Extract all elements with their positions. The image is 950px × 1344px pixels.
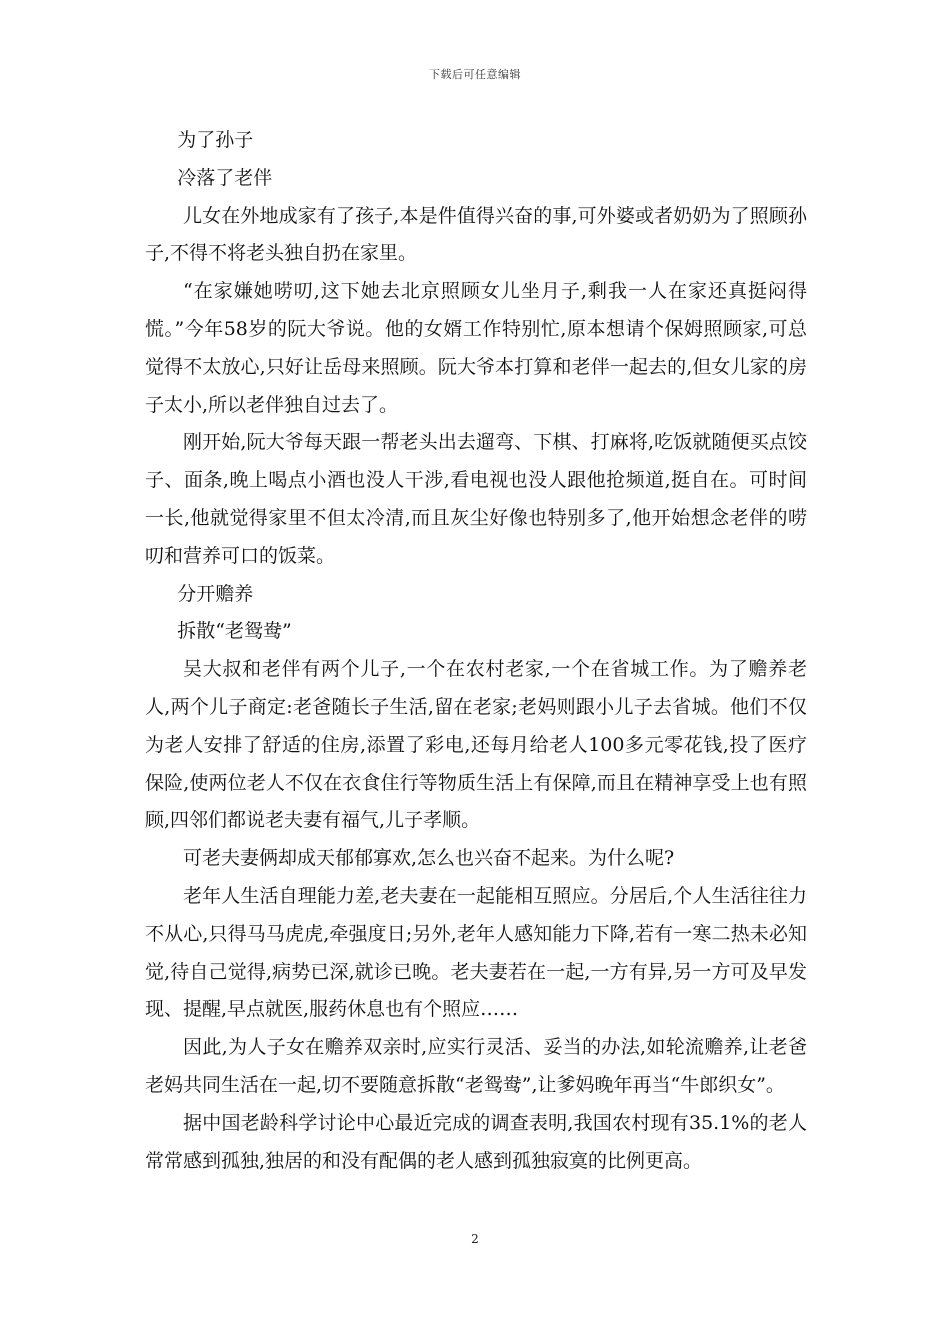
document-body xyxy=(145,122,807,1180)
section-subheading-1: 冷落了老伴 xyxy=(177,166,273,189)
paragraph: 老年人生活自理能力差,老夫妻在一起能相互照应。分居后,个人生活往往力不从心,只得马马虎虎,牵强度日;另外,老年人感知能力下降,若有一寒二热未必知觉,待自己觉得,病势已深,就诊已晚。老夫妻若在一起,一方有异,另一方可及早发现、提醒,早点就医,服药休息也有个照应…… xyxy=(145,884,807,1021)
section-heading-1: 为了孙子 xyxy=(177,129,254,151)
paragraph: 可老夫妻俩却成天郁郁寡欢,怎么也兴奋不起来。为什么呢? xyxy=(183,847,675,870)
paragraph: “在家嫌她唠叨,这下她去北京照顾女儿坐月子,剩我一人在家还真挺闷得慌。”今年58岁的阮大爷说。他的女婿工作特别忙,原本想请个保姆照顾家,可总觉得不太放心,只好让岳母来照顾。阮大爷本打算和老伴一起去的,但女儿家的房子太小,所以老伴独自过去了。 xyxy=(145,280,807,416)
paragraph: 吴大叔和老伴有两个儿子,一个在农村老家,一个在省城工作。为了赡养老人,两个儿子商定:老爸随长子生活,留在老家;老妈则跟小儿子去省城。他们不仅为老人安排了舒适的住房,添置了彩电,还每月给老人100多元零花钱,投了医疗保险,使两位老人不仅在衣食住行等物质生活上有保障,而且在精神享受上也有照顾,四邻们都说老夫妻有福气,儿子孝顺。 xyxy=(145,658,807,832)
paragraph: 儿女在外地成家有了孩子,本是件值得兴奋的事,可外婆或者奶奶为了照顾孙子,不得不将老头独自扔在家里。 xyxy=(145,204,807,265)
page-header: 下载后可任意编辑 xyxy=(429,68,521,81)
paragraph: 据中国老龄科学讨论中心最近完成的调查表明,我国农村现有35.1%的老人常常感到孤独,独居的和没有配偶的老人感到孤独寂寞的比例更高。 xyxy=(145,1111,807,1172)
page-number: 2 xyxy=(471,1232,479,1246)
paragraph: 因此,为人子女在赡养双亲时,应实行灵活、妥当的办法,如轮流赡养,让老爸老妈共同生活在一起,切不要随意拆散“老鸳鸯”,让爹妈晚年再当“牛郎织女”。 xyxy=(145,1036,807,1096)
section-subheading-2: 拆散“老鸳鸯” xyxy=(177,620,292,643)
section-heading-2: 分开赡养 xyxy=(177,582,254,605)
paragraph: 刚开始,阮大爷每天跟一帮老头出去遛弯、下棋、打麻将,吃饭就随便买点饺子、面条,晚上喝点小酒也没人干涉,看电视也没人跟他抢频道,挺自在。可时间一长,他就觉得家里不但太冷清,而且灰尘好像也特别多了,他开始想念老伴的唠叨和营养可口的饭菜。 xyxy=(145,431,807,567)
